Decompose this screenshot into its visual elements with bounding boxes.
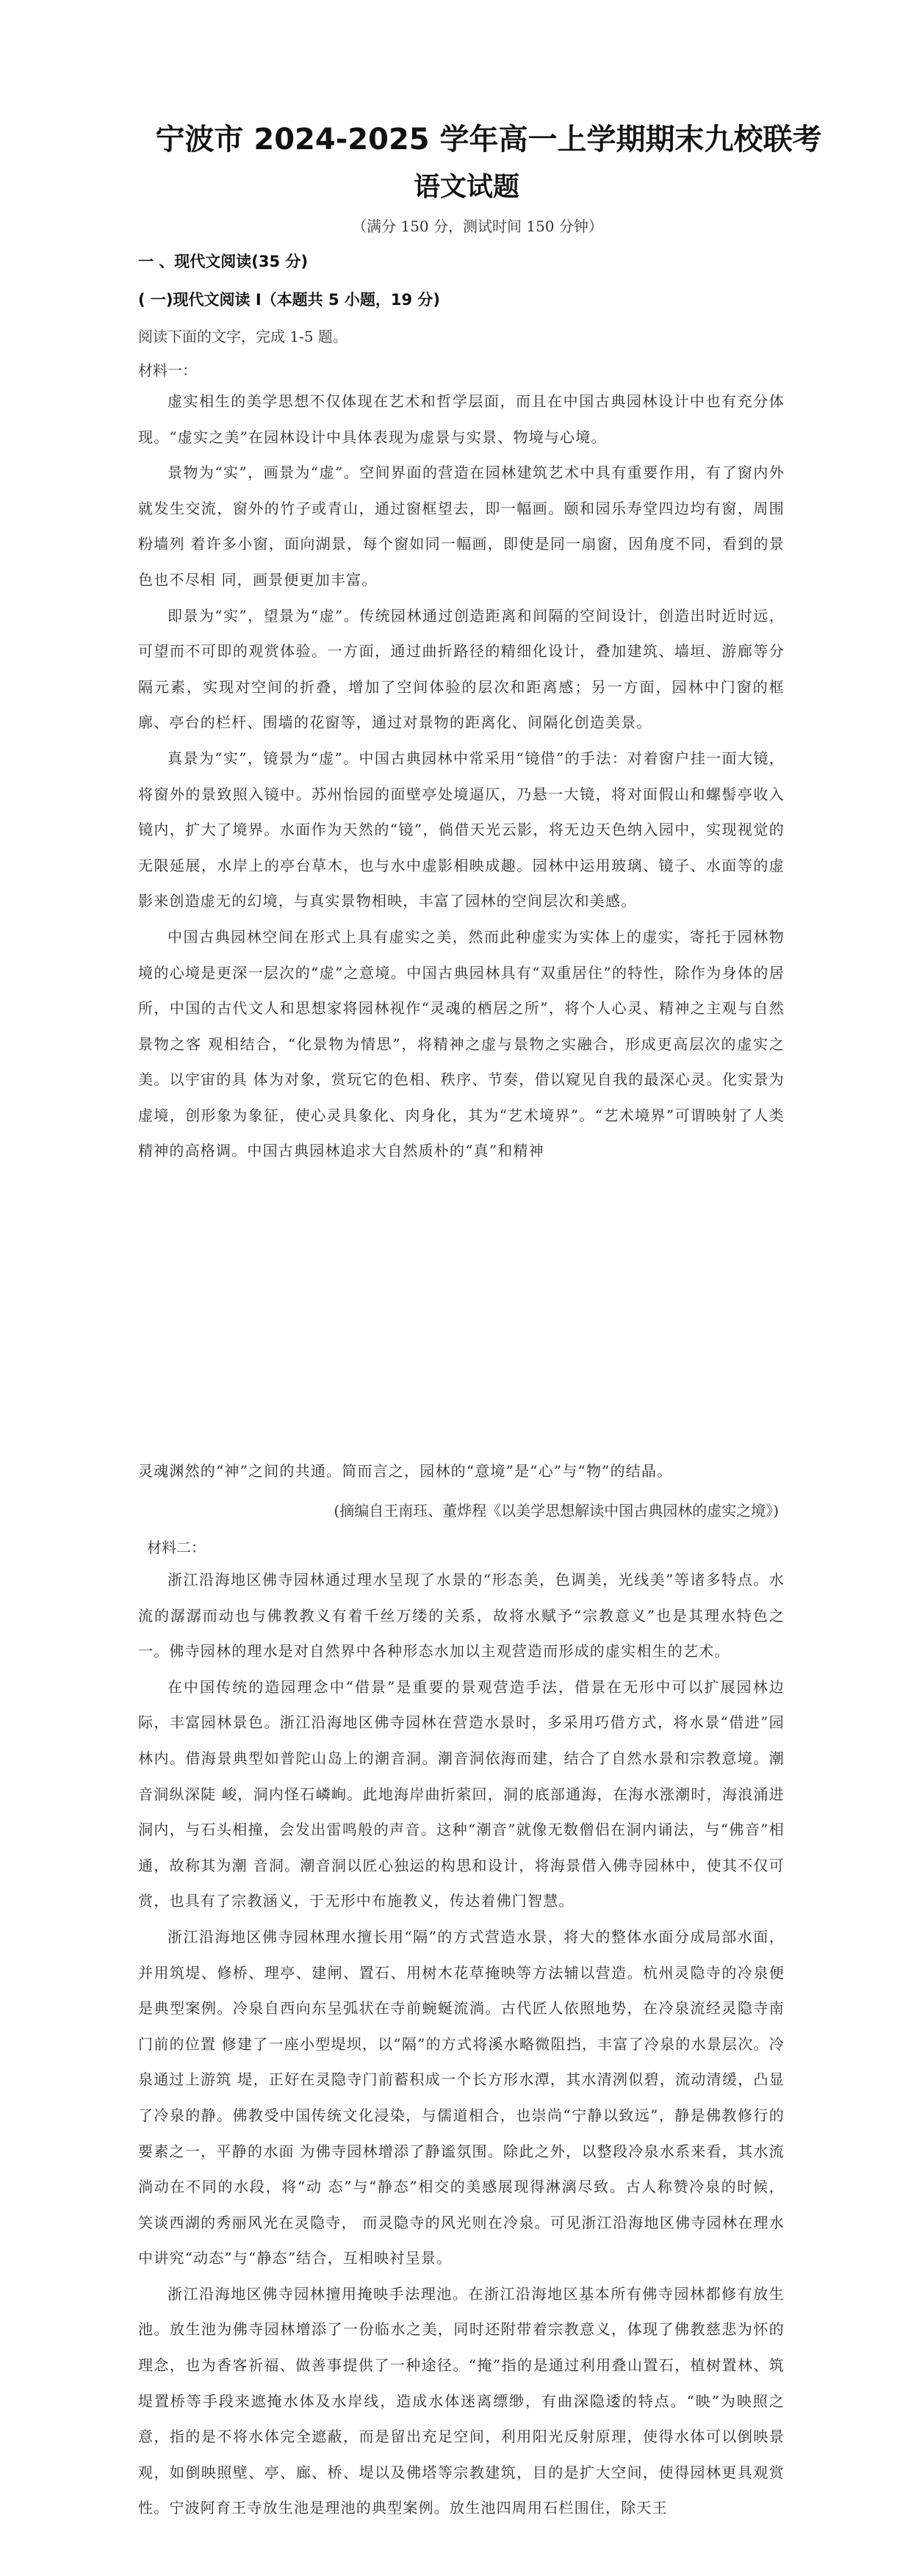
material2-paragraph-2: 在中国传统的造园理念中“借景”是重要的景观营造手法，借景在无形中可以扩展园林边际，丰富园林景色。浙江沿海地区佛寺园林在营造水景时，多采用巧借方式，将水景“借进”园林内。借海景典型如普陀山岛上的潮音洞。潮音洞依海而建，结合了自然水景和宗教意境。潮音洞纵深陡 峻，洞内怪石嶙峋。此地海岸曲折萦回，洞的底部通海，在海水涨潮时，海浪涌进洞内，与石头相撞，会发出雷鸣般的声音。这种“潮音”就像无数僧侣在洞内诵法，与“佛音”相通，故称其为潮 音洞。潮音洞以匠心独运的构思和设计，将海景借入佛寺园林中，使其不仅可赏，也具有了宗教涵义，于无形中布施教义，传达着佛门智慧。: [138, 1677, 785, 1910]
material1-continued: [138, 1453, 785, 1489]
material1-paragraph-5: 中国古典园林空间在形式上具有虚实之美，然而此种虚实为实体上的虚实，寄托于园林物境的心境是更深一层次的“虚”之意境。中国古典园林具有“双重居住”的特性，除作为身体的居所，中国的古代文人和思想家将园林视作“灵魂的栖居之所”，将个人心灵、精神之主观与自然景物之客 观相结合，“化景物为情思”，将精神之虚与景物之实融合，形成更高层次的虚实之美。以宇宙的具 体为对象，赏玩它的色相、秩序、节奏，借以窥见自我的最深心灵。化实景为虚境，创形象为象征，使心灵具象化、肉身化，其为“艺术境界”。“艺术境界”可谓映射了人类精神的高格调。中国古典园林追求大自然质朴的“真”和精神: [138, 927, 785, 1160]
section-heading-part1: 一 、现代文阅读(35 分): [138, 253, 309, 270]
material1-body: [138, 384, 785, 1169]
material1-paragraph-3: 即景为“实”，望景为“虚”。传统园林通过创造距离和间隔的空间设计，创造出时近时远，可望而不可即的观赏体验。一方面，通过曲折路径的精细化设计，叠加建筑、墙垣、游廊等分隔元素，实现对空间的折叠，增加了空间体验的层次和距离感；另一方面，园林中门窗的框廓、亭台的栏杆、围墙的花窗等，通过对景物的距离化、间隔化创造美景。: [138, 606, 785, 732]
material2-paragraph-1: 浙江沿海地区佛寺园林通过理水呈现了水景的“形态美，色调美，光线美”等诸多特点。水流的潺潺而动也与佛教教义有着千丝万缕的关系，故将水赋予“宗教意义”也是其理水特色之一。佛寺园林的理水是对自然界中各种形态水加以主观营造而形成的虚实相生的艺术。: [138, 1571, 785, 1661]
material2-label: 材料二：: [147, 1539, 206, 1556]
material2-body: [138, 1562, 785, 2526]
exam-subtitle: 语文试题: [413, 172, 519, 202]
material1-paragraph-2: 景物为“实”，画景为“虚”。空间界面的营造在园林建筑艺术中具有重要作用，有了窗内外就发生交流，窗外的竹子或青山，通过窗框望去，即一幅画。颐和园乐寿堂四边均有窗，周围粉墙列 着许多小窗，面向湖景，每个窗如同一幅画，即使是同一扇窗，因角度不同，看到的景色也不尽相 同，画景便更加丰富。: [138, 464, 785, 589]
exam-title: 宁波市 2024-2025 学年高一上学期期末九校联考: [155, 123, 822, 156]
material1-paragraph-1: 虚实相生的美学思想不仅体现在艺术和哲学层面，而且在中国古典园林设计中也有充分体现。“虚实之美”在园林设计中具体表现为虚景与实景、物境与心境。: [138, 392, 785, 446]
exam-note: （满分 150 分，测试时间 150 分钟）: [352, 217, 603, 235]
material2-paragraph-3: 浙江沿海地区佛寺园林理水擅长用“隔”的方式营造水景，将大的整体水面分成局部水面，并用筑堤、修桥、理亭、建闸、置石、用树木花草掩映等方法辅以营造。杭州灵隐寺的冷泉便是典型案例。冷泉自西向东呈弧状在寺前蜿蜒流淌。古代匠人依照地势，在冷泉流经灵隐寺南门前的位置 修建了一座小型堤坝，以“隔”的方式将溪水略微阻挡，丰富了冷泉的水景层次。冷泉通过上游筑 堤，正好在灵隐寺门前蓄积成一个长方形水潭，其水清洌似碧，流动清缓，凸显了冷泉的静。佛教受中国传统文化浸染，与儒道相合，也崇尚“宁静以致远”，静是佛教修行的要素之一，平静的水面 为佛寺园林增添了静谧氛围。除此之外，以整段冷泉水系来看，其水流淌动在不同的水段，将“动 态”与“静态”相交的美感展现得淋漓尽致。古人称赞冷泉的时候，笑谈西湖的秀丽风光在灵隐寺， 而灵隐寺的风光则在冷泉。可见浙江沿海地区佛寺园林在理水中讲究“动态”与“静态”结合，互相映衬呈景。: [138, 1927, 785, 2267]
material1-paragraph-4: 真景为“实”，镜景为“虚”。中国古典园林中常采用“镜借”的手法：对着窗户挂一面大镜，将窗外的景致照入镜中。苏州怡园的面壁亭处境逼仄，乃悬一大镜，将对面假山和螺髻亭收入镜内，扩大了境界。水面作为天然的“镜”，倘借天光云影，将无边天色纳入园中，实现视觉的无限延展，水岸上的亭台草木，也与水中虚影相映成趣。园林中运用玻璃、镜子、水面等的虚影来创造虚无的幻境，与真实景物相映，丰富了园林的空间层次和美感。: [138, 749, 785, 910]
material2-paragraph-4: 浙江沿海地区佛寺园林擅用掩映手法理池。在浙江沿海地区基本所有佛寺园林都修有放生池。放生池为佛寺园林增添了一份临水之美，同时还附带着宗教意义，体现了佛教慈悲为怀的理念，也为香客祈福、做善事提供了一种途径。“掩”指的是通过利用叠山置石，植树置林、筑堤置桥等手段来遮掩水体及水岸线，造成水体迷离缥缈，有曲深隐逶的特点。“映”为映照之意，指的是不将水体完全遮蔽，而是留出充足空间，利用阳光反射原理，使得水体可以倒映景观，如倒映照壁、亭、廊、桥、堤以及佛塔等宗教建筑，目的是扩大空间，使得园林更具观赏性。宁波阿育王寺放生池是理池的典型案例。放生池四周用石栏围住，除天王: [138, 2284, 785, 2517]
section-heading-reading-1: ( 一)现代文阅读 I（本题共 5 小题，19 分): [138, 291, 440, 309]
material1-label: 材料一：: [138, 361, 197, 379]
instruction-text: 阅读下面的文字，完成 1-5 题。: [138, 328, 348, 345]
material1-source: (摘编自王南珏、董烨程《以美学思想解读中国古典园林的虚实之境》): [334, 1502, 779, 1519]
material1-final-line: 灵魂渊然的“神”之间的共通。简而言之，园林的“意境”是“心”与“物”的结晶。: [138, 1462, 673, 1480]
